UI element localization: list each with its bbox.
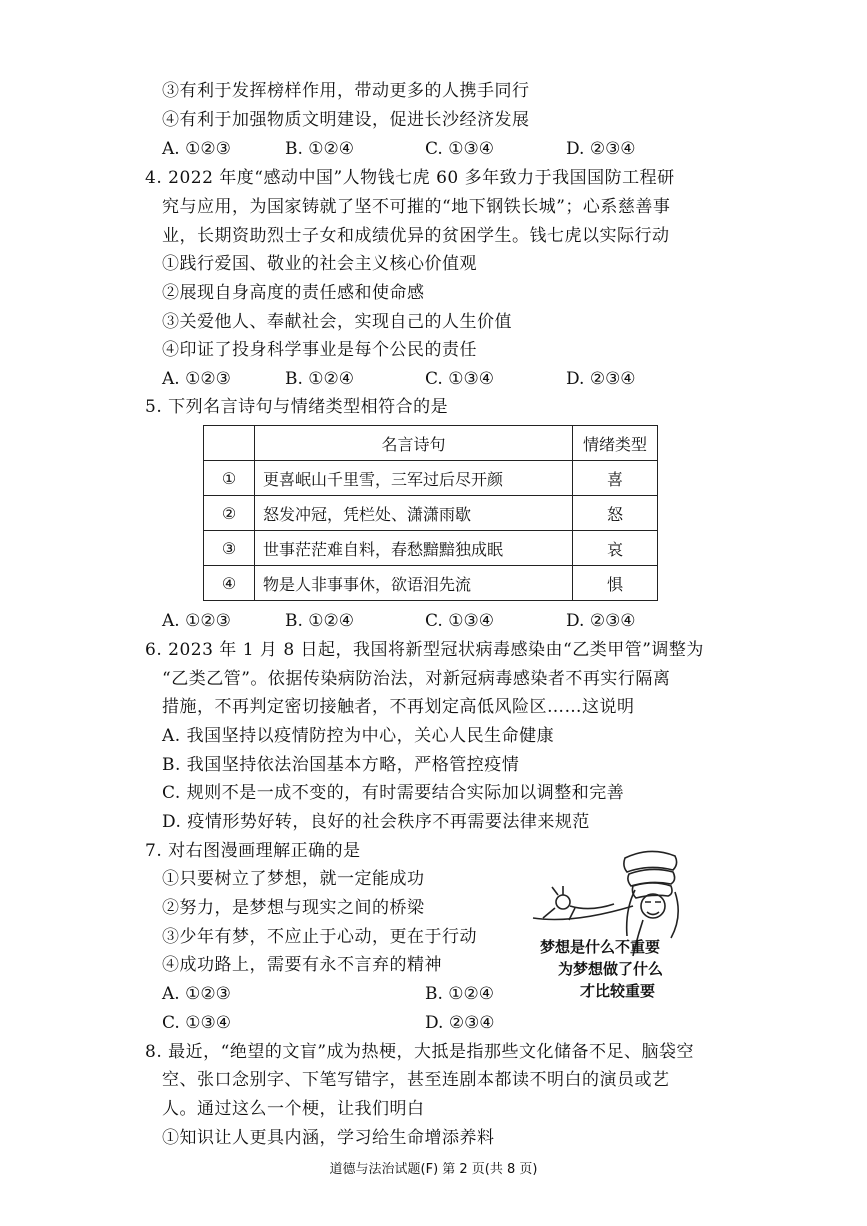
table-cell: ② [204, 496, 255, 531]
q4-item-3: ③关爱他人、奉献社会，实现自己的人生价值 [162, 312, 512, 332]
table-cell: 哀 [573, 531, 658, 566]
table-row [204, 461, 658, 496]
q3-option-c: C. ①③④ [425, 139, 494, 159]
cartoon-caption-line-3: 才比较重要 [580, 982, 656, 1000]
table-cell: 怒 [573, 496, 658, 531]
q5-option-c: C. ①③④ [425, 611, 494, 631]
q6-choice-a: A. 我国坚持以疫情防控为中心，关心人民生命健康 [162, 726, 555, 746]
q8-stem-line-2: 空、张口念别字、下笔写错字，甚至连剧本都读不明白的演员或艺 [162, 1070, 670, 1090]
q4-option-d: D. ②③④ [566, 369, 636, 389]
table-cell: 物是人非事事休，欲语泪先流 [255, 566, 573, 601]
crawling-person-icon [533, 886, 633, 920]
q3-item-4: ④有利于加强物质文明建设，促进长沙经济发展 [162, 110, 530, 130]
q5-stem: 5. 下列名言诗句与情绪类型相符合的是 [145, 397, 449, 417]
q7-option-c: C. ①③④ [162, 1013, 231, 1033]
q6-stem-line-3: 措施，不再判定密切接触者，不再划定高低风险区……这说明 [162, 697, 635, 717]
table-row [204, 566, 658, 601]
table-header-cell [204, 426, 255, 461]
q4-stem-line-3: 业，长期资助烈士子女和成绩优异的贫困学生。钱七虎以实际行动 [162, 226, 670, 246]
q6-stem-line-1: 6. 2023 年 1 月 8 日起，我国将新型冠状病毒感染由“乙类甲管”调整为 [145, 640, 704, 660]
q3-option-a: A. ①②③ [162, 139, 231, 159]
table-cell: 怒发冲冠，凭栏处、潇潇雨歇 [255, 496, 573, 531]
table-cell: ④ [204, 566, 255, 601]
q4-stem-line-1: 4. 2022 年度“感动中国”人物钱七虎 60 多年致力于我国国防工程研 [145, 168, 675, 188]
q5-option-a: A. ①②③ [162, 611, 231, 631]
cartoon-caption-line-2: 为梦想做了什么 [558, 960, 664, 978]
q3-option-b: B. ①②④ [285, 139, 355, 159]
q4-item-1: ①践行爱国、敬业的社会主义核心价值观 [162, 254, 477, 274]
q5-option-d: D. ②③④ [566, 611, 636, 631]
q4-item-2: ②展现自身高度的责任感和使命感 [162, 283, 425, 303]
q6-choice-d: D. 疫情形势好转，良好的社会秩序不再需要法律来规范 [162, 812, 590, 832]
q7-item-4: ④成功路上，需要有永不言弃的精神 [162, 955, 442, 975]
q4-stem-line-2: 究与应用，为国家铸就了坚不可摧的“地下钢铁长城”；心系慈善事 [162, 197, 671, 217]
page-footer: 道德与法治试题(F) 第 2 页(共 8 页) [329, 1162, 538, 1177]
q7-stem: 7. 对右图漫画理解正确的是 [145, 841, 361, 861]
table-cell: 喜 [573, 461, 658, 496]
table-header-cell: 名言诗句 [255, 426, 573, 461]
table-row [204, 531, 658, 566]
table-cell: 惧 [573, 566, 658, 601]
q5-option-b: B. ①②④ [285, 611, 355, 631]
table-cell: 世事茫茫难自料，春愁黯黯独成眠 [255, 531, 573, 566]
q7-item-1: ①只要树立了梦想，就一定能成功 [162, 869, 425, 889]
q8-stem-line-3: 人。通过这么一个梗，让我们明白 [162, 1099, 425, 1119]
q8-stem-line-1: 8. 最近，“绝望的文盲”成为热梗，大抵是指那些文化储备不足、脑袋空 [145, 1042, 695, 1062]
q7-option-a: A. ①②③ [162, 984, 231, 1004]
q4-option-b: B. ①②④ [285, 369, 355, 389]
q6-stem-line-2: “乙类乙管”。依据传染病防治法，对新冠病毒感染者不再实行隔离 [162, 669, 671, 689]
q7-item-2: ②努力，是梦想与现实之间的桥梁 [162, 898, 425, 918]
q8-item-1: ①知识让人更具内涵，学习给生命增添养料 [162, 1128, 495, 1148]
q7-item-3: ③少年有梦，不应止于心动，更在于行动 [162, 927, 477, 947]
q4-item-4: ④印证了投身科学事业是每个公民的责任 [162, 340, 477, 360]
poem-emotion-table [203, 425, 658, 601]
q4-option-a: A. ①②③ [162, 369, 231, 389]
cartoon-caption-line-1: 梦想是什么不重要 [540, 938, 661, 956]
q6-choice-c: C. 规则不是一成不变的，有时需要结合实际加以调整和完善 [162, 783, 625, 803]
q3-option-d: D. ②③④ [566, 139, 636, 159]
table-cell: ① [204, 461, 255, 496]
q4-option-c: C. ①③④ [425, 369, 494, 389]
table-cell: 更喜岷山千里雪，三军过后尽开颜 [255, 461, 573, 496]
table-cell: ③ [204, 531, 255, 566]
q3-item-3: ③有利于发挥榜样作用，带动更多的人携手同行 [162, 81, 530, 101]
table-row [204, 496, 658, 531]
q6-choice-b: B. 我国坚持依法治国基本方略，严格管控疫情 [162, 755, 520, 775]
table-header-row [204, 426, 658, 461]
q7-option-b: B. ①②④ [425, 984, 495, 1004]
table-header-cell: 情绪类型 [573, 426, 658, 461]
q7-option-d: D. ②③④ [425, 1013, 495, 1033]
